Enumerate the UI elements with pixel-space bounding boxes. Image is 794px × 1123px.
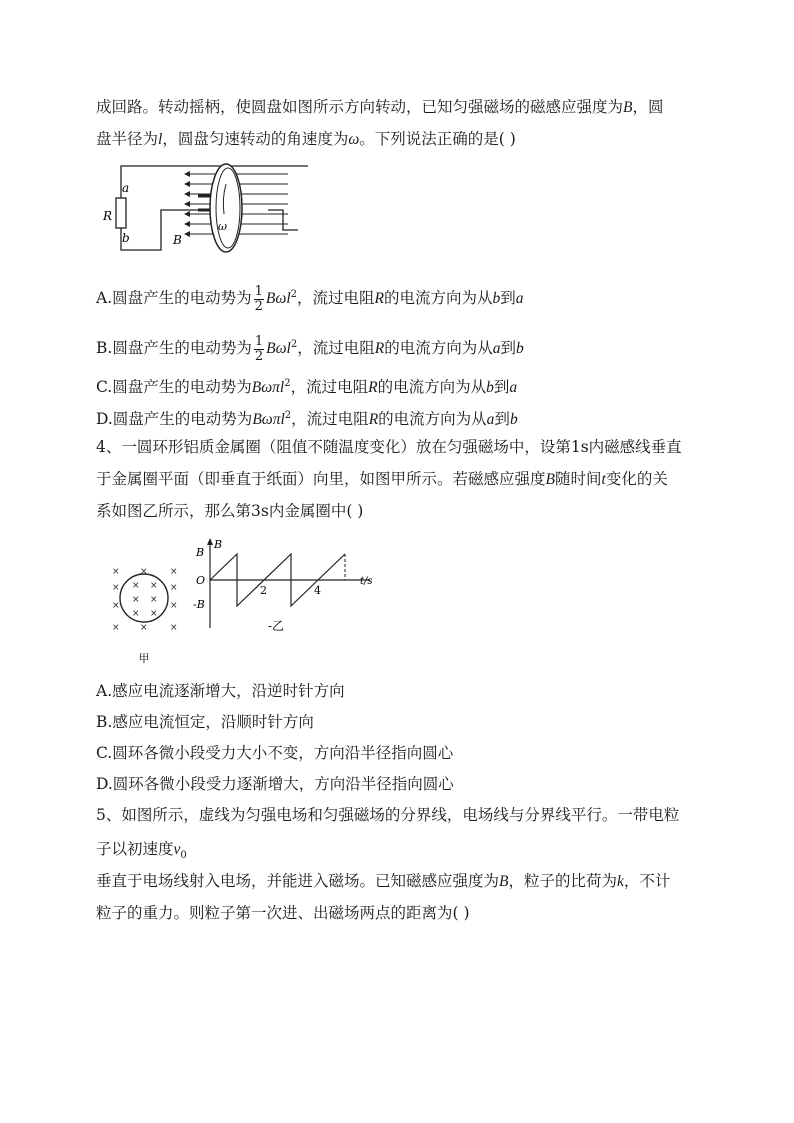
to-point: a <box>515 290 524 308</box>
q4-line1: 4、一圆环形铝质金属圈（阻值不随温度变化）放在匀强磁场中，设第1s内磁感线垂直 <box>96 438 682 456</box>
field-arrowheads <box>184 171 190 237</box>
q5-line4: 粒子的重力。则粒子第一次进、出磁场两点的距离为( ) <box>96 904 470 922</box>
q4-line2-mid: 随时间 <box>554 470 602 488</box>
emf-pow: 2 <box>284 378 291 389</box>
tick-4: 4 <box>314 584 321 597</box>
q3-line2-c: 。下列说法正确的是( ) <box>359 130 516 148</box>
option-c-mid: ，流过电阻 <box>290 378 369 397</box>
label-R: R <box>103 209 113 223</box>
q5-line1: 5、如图所示，虚线为匀强电场和匀强磁场的分界线，电场线与分界线平行。一带电粒 <box>96 806 680 824</box>
option-b-tail: 的电流方向为从 <box>384 339 493 358</box>
from-point: b <box>492 290 501 308</box>
svg-text:×: × <box>170 567 178 577</box>
fraction-half <box>254 335 264 364</box>
svg-text:×: × <box>132 595 140 605</box>
emf-expr: Bωl <box>266 340 291 358</box>
frac-den: 2 <box>254 348 264 364</box>
ring-field-figure <box>104 560 184 670</box>
frac-den: 2 <box>254 298 263 314</box>
q5-line3-a: 垂直于电场线射入电场，并能进入磁场。已知磁感应强度为 <box>96 872 500 890</box>
symbol-R: R <box>368 379 378 397</box>
symbol-R: R <box>368 411 379 429</box>
y-arrow <box>207 538 213 545</box>
from-point: b <box>486 379 494 397</box>
option-d-mid: ，流过电阻 <box>291 410 369 429</box>
svg-text:×: × <box>132 581 140 591</box>
q4-option-d: D.圆环各微小段受力逐渐增大，方向沿半径指向圆心 <box>96 775 454 793</box>
svg-text:×: × <box>112 623 120 633</box>
emf-pow: 2 <box>290 289 297 300</box>
frac-num: 1 <box>254 283 263 299</box>
svg-text:×: × <box>112 583 120 593</box>
label-B: B <box>173 233 182 247</box>
resistor <box>116 198 126 228</box>
option-d-tail: 的电流方向为从 <box>378 410 487 429</box>
svg-text:×: × <box>140 623 148 633</box>
to-word: 到 <box>493 378 510 397</box>
axis-label-B: B <box>214 538 223 551</box>
q3-line1 <box>96 96 664 119</box>
frac-num: 1 <box>254 333 264 349</box>
tick-label-B: B <box>196 546 205 559</box>
option-c-tail: 的电流方向为从 <box>377 378 487 397</box>
svg-text:×: × <box>112 567 120 577</box>
svg-text:×: × <box>170 583 178 593</box>
q3-line2-a: 盘半径为 <box>96 130 159 148</box>
symbol-B: B <box>545 471 555 488</box>
emf-expr: Bωπl <box>252 411 285 429</box>
label-yi: -乙 <box>268 619 285 633</box>
svg-text:×: × <box>170 601 178 611</box>
option-a-prefix: A.圆盘产生的电动势为 <box>96 289 252 308</box>
emf-expr: Bωl <box>265 290 291 308</box>
q5-line2-text: 子以初速度 <box>96 840 174 858</box>
q4-line3: 系如图乙所示，那么第3s内金属圈中( ) <box>96 502 364 520</box>
fraction-half <box>254 285 264 314</box>
symbol-t: t <box>601 471 606 488</box>
q4-option-c: C.圆环各微小段受力大小不变，方向沿半径指向圆心 <box>96 744 454 762</box>
svg-text:×: × <box>150 581 158 591</box>
q3-line1-end: ，圆 <box>632 98 664 116</box>
q3-option-c <box>96 373 517 399</box>
emf-pow: 2 <box>290 339 298 350</box>
q3-option-a <box>96 278 524 312</box>
symbol-B: B <box>499 873 509 890</box>
symbol-B: B <box>623 99 633 116</box>
option-d-prefix: D.圆盘产生的电动势为 <box>96 410 253 429</box>
metal-ring <box>120 574 168 622</box>
q5-line3-b: ，粒子的比荷为 <box>508 872 617 890</box>
symbol-l: l <box>158 131 163 148</box>
b-t-graph <box>190 536 380 636</box>
emf-pow: 2 <box>284 410 292 421</box>
q3-line1-text: 成回路。转动摇柄，使圆盘如图所示方向转动，已知匀强磁场的磁感应强度为 <box>96 98 624 116</box>
q3-option-d <box>96 405 518 431</box>
disk-generator-figure <box>98 158 308 258</box>
svg-text:×: × <box>150 609 158 619</box>
option-a-tail: 的电流方向为从 <box>383 289 493 308</box>
symbol-v: v <box>173 841 181 858</box>
from-point: a <box>486 411 495 429</box>
q5-line2 <box>96 838 187 867</box>
to-word: 到 <box>500 289 516 308</box>
q5-line3-c: ，不计 <box>623 872 671 890</box>
label-jia: 甲 <box>138 652 150 665</box>
q4-line2 <box>96 468 668 491</box>
label-b: b <box>122 231 130 245</box>
label-omega: ω <box>218 220 227 233</box>
q3-line2 <box>96 128 516 151</box>
svg-text:×: × <box>112 601 120 611</box>
option-a-mid: ，流过电阻 <box>297 289 375 308</box>
to-point: a <box>509 379 518 397</box>
to-word: 到 <box>500 339 516 358</box>
from-point: a <box>492 340 501 358</box>
q4-option-b: B.感应电流恒定，沿顺时针方向 <box>96 713 314 731</box>
q3-line2-b: ，圆盘匀速转动的角速度为 <box>162 130 349 148</box>
q4-line2-end: 变化的关 <box>605 470 668 488</box>
svg-text:×: × <box>132 609 140 619</box>
option-c-prefix: C.圆盘产生的电动势为 <box>96 378 252 397</box>
axis-label-t: t/s <box>360 576 373 587</box>
to-point: b <box>515 340 524 358</box>
origin-label: O <box>196 574 206 587</box>
to-word: 到 <box>494 410 510 429</box>
option-b-mid: ，流过电阻 <box>297 339 375 358</box>
symbol-R: R <box>374 340 385 358</box>
symbol-R: R <box>374 290 384 308</box>
disk <box>210 164 242 252</box>
svg-text:×: × <box>140 567 148 577</box>
q3-option-b <box>96 328 524 362</box>
q4-line2-text: 于金属圈平面（即垂直于纸面）向里，如图甲所示。若磁感应强度 <box>96 470 546 488</box>
to-point: b <box>509 411 518 429</box>
symbol-omega: ω <box>348 131 360 148</box>
q4-option-a: A.感应电流逐渐增大，沿逆时针方向 <box>96 682 345 700</box>
tick-2: 2 <box>260 584 267 597</box>
option-b-prefix: B.圆盘产生的电动势为 <box>96 339 252 358</box>
crank <box>268 210 298 230</box>
tick-label-negB: -B <box>193 598 205 611</box>
q5-line3 <box>96 870 670 893</box>
symbol-v-sub: 0 <box>180 850 187 862</box>
label-a: a <box>122 181 130 195</box>
svg-text:×: × <box>150 595 158 605</box>
emf-expr: Bωπl <box>251 379 285 397</box>
svg-text:×: × <box>170 623 178 633</box>
symbol-k: k <box>617 873 624 890</box>
bottom-wire <box>121 210 198 250</box>
